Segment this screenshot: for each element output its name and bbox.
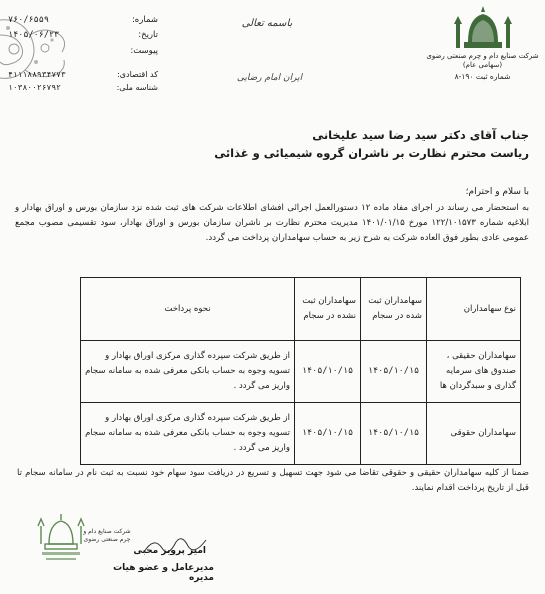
- signer-name: امیر پرویز محبی: [133, 546, 206, 556]
- national-id-value: ۱۰۳۸۰۰۲۶۷۹۲: [8, 83, 61, 92]
- table-header-type: نوع سهامداران: [427, 278, 521, 341]
- letter-number-label: شماره:: [131, 15, 158, 25]
- company-stamp-icon: [32, 508, 90, 578]
- table-cell-method: از طریق شرکت سپرده گذاری مرکزی اوراق بهادار و تسویه وجوه به حساب بانکی معرفی شده به سامانه سجام واریز می گردد .: [81, 403, 295, 465]
- national-id: [8, 83, 158, 96]
- table-cell-registered: ۱۴۰۵/۱۰/۱۵: [361, 403, 427, 465]
- letter-date: [8, 30, 158, 44]
- closing-note: ضمنا از کلیه سهامداران حقیقی و حقوقی تقاضا می شود جهت تسهیل و تسریع در دریافت سود سهام خود نسبت به ثبت نام در سامانه سجام تا قبل از تاریخ پرداخت اقدام نمایند.: [17, 468, 529, 493]
- table-header-unregistered: سهامداران ثبت نشده در سجام: [295, 278, 361, 341]
- table-cell-registered: ۱۴۰۵/۱۰/۱۵: [361, 341, 427, 403]
- table-header-method: نحوه پرداخت: [81, 278, 295, 341]
- national-id-label: شناسه ملی:: [116, 83, 158, 92]
- addressee: جناب آقای دکتر سید رضا سید علیخانی: [312, 128, 529, 142]
- addressee-title: ریاست محترم نظارت بر ناشران گروه شیمیائی و غذائی: [214, 146, 529, 160]
- letter-number-value: ۷۶۰/۶۵۵۹: [8, 15, 49, 25]
- economic-code-label: کد اقتصادی:: [117, 70, 158, 79]
- table-cell-unregistered: ۱۴۰۵/۱۰/۱۵: [295, 403, 361, 465]
- letter-attachment-label: پیوست:: [130, 46, 158, 56]
- letter-date-value: ۱۴۰۵/۰۶/۲۳: [8, 30, 60, 40]
- table-header-row: [81, 278, 521, 341]
- letter-body: به استحضار می رساند در اجرای مفاد ماده ۱۲ دستورالعمل اجرائی افشای اطلاعات شرکت های ثبت شده نزد سازمان بورس و اوراق بهادار و ابلاغیه شماره ۱۲۲/۱۰۱۵۷۳ مورخ ۱۴۰۱/۰۱/۱۵ مدیریت محترم نظارت بر ناشران سازمان بورس و اوراق بهادار، سود تقسیمی مصوب مجمع عمومی عادی بطور فوق العاده شرکت به شرح زیر به حساب سهامداران پرداخت می گردد.: [15, 203, 529, 243]
- table-cell-method: از طریق شرکت سپرده گذاری مرکزی اوراق بهادار و تسویه وجوه به حساب بانکی معرفی شده به سامانه سجام واریز می گردد .: [81, 341, 295, 403]
- company-ids: [8, 70, 158, 96]
- signer-position: مدیرعامل و عضو هیات مدیره: [113, 563, 214, 583]
- basmala: باسمه تعالی: [241, 18, 293, 29]
- payment-table: [80, 277, 521, 465]
- year-slogan: ایران امام رضایی: [236, 73, 303, 83]
- table-cell-unregistered: ۱۴۰۵/۱۰/۱۵: [295, 341, 361, 403]
- stamp-company-name: شرکت صنایع دام و چرم صنعتی رضوی: [83, 528, 131, 543]
- greeting: با سلام و احترام؛: [465, 187, 529, 197]
- letter-number: [8, 15, 158, 29]
- table-row: [81, 403, 521, 465]
- table-cell-type: سهامداران حقوقی: [427, 403, 521, 465]
- table-row: [81, 341, 521, 403]
- table-header-registered: سهامداران ثبت شده در سجام: [361, 278, 427, 341]
- registration-number: شماره ثبت ۱۹۰-۸: [454, 72, 511, 81]
- table-cell-type: سهامداران حقیقی ، صندوق های سرمایه گذاری و سبدگردان ها: [427, 341, 521, 403]
- letter-date-label: تاریخ:: [138, 30, 158, 40]
- economic-code: [8, 70, 158, 83]
- company-name: شرکت صنایع دام و چرم صنعتی رضوی (سهامی عام): [426, 52, 539, 69]
- letter-attachment: [8, 46, 158, 60]
- economic-code-value: ۴۱۱۱۸۸۹۳۴۷۷۳: [8, 70, 66, 79]
